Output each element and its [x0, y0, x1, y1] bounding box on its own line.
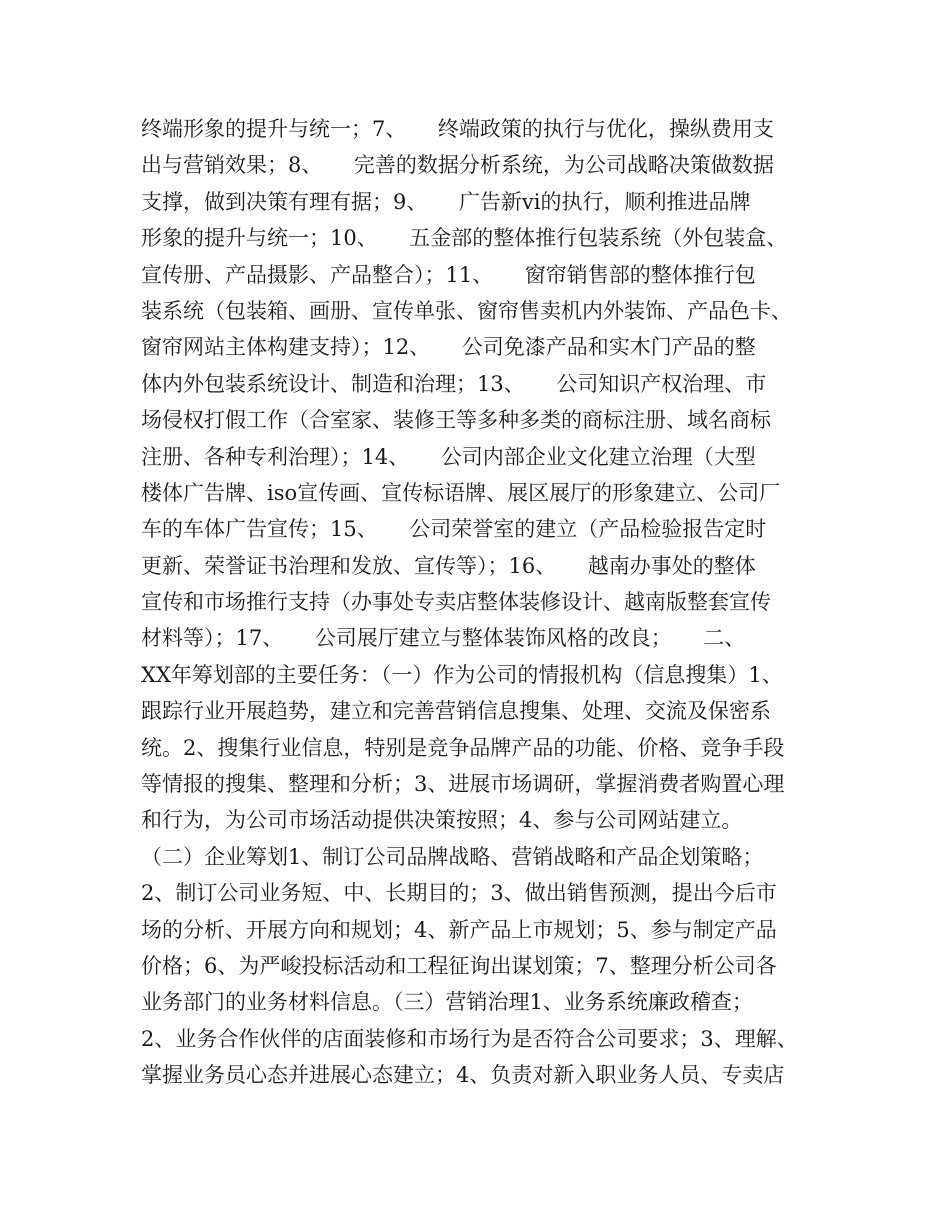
text-line: 场侵权打假工作（合室家、装修王等多种多类的商标注册、域名商标 — [141, 408, 771, 433]
text-line: 窗帘网站主体构建支持）；12、 公司免漆产品和实木门产品的整 — [141, 335, 756, 360]
text-line: 注册、各种专利治理）；14、 公司内部企业文化建立治理（大型 — [141, 444, 756, 469]
text-line: 形象的提升与统一；10、 五金部的整体推行包装系统（外包装盒、 — [141, 226, 788, 251]
text-line: 材料等）；17、 公司展厅建立与整体装饰风格的改良； 二、 — [141, 626, 746, 651]
text-line: 楼体广告牌、iso宣传画、宣传标语牌、展区展厅的形象建立、公司厂 — [141, 480, 781, 505]
text-line: 车的车体广告宣传；15、 公司荣誉室的建立（产品检验报告定时 — [141, 517, 767, 542]
text-line: 支撑，做到决策有理有据；9、 广告新vi的执行，顺利推进品牌 — [141, 189, 751, 214]
text-line: 统。2、搜集行业信息，特别是竞争品牌产品的功能、价格、竞争手段 — [141, 735, 785, 760]
text-line: XX年筹划部的主要任务：（一）作为公司的情报机构（信息搜集）1、 — [141, 662, 783, 687]
text-line: 更新、荣誉证书治理和发放、宣传等）；16、 越南办事处的整体 — [141, 553, 756, 578]
text-line: 价格；6、为严峻投标活动和工程征询出谋划策；7、整理分析公司各 — [141, 953, 777, 978]
text-line: （二）企业筹划1、制订公司品牌战略、营销战略和产品企划策略； — [141, 844, 764, 869]
text-line: 场的分析、开展方向和规划；4、新产品上市规划；5、参与制定产品 — [141, 917, 777, 942]
text-line: 终端形象的提升与统一；7、 终端政策的执行与优化，操纵费用支 — [141, 117, 774, 141]
text-line: 宣传和市场推行支持（办事处专卖店整体装修设计、越南版整套宣传 — [141, 590, 771, 615]
text-line: 掌握业务员心态并进展心态建立；4、负责对新入职业务人员、专卖店 — [141, 1063, 785, 1088]
text-line: 宣传册、产品摄影、产品整合）；11、 窗帘销售部的整体推行包 — [141, 262, 756, 287]
text-line: 业务部门的业务材料信息。（三）营销治理1、业务系统廉政稽查； — [141, 990, 753, 1015]
text-line: 跟踪行业开展趋势，建立和完善营销信息搜集、处理、交流及保密系 — [141, 699, 771, 724]
text-line: 装系统（包装箱、画册、宣传单张、窗帘售卖机内外装饰、产品色卡、 — [141, 298, 792, 323]
text-line: 和行为，为公司市场活动提供决策按照；4、参与公司网站建立。 — [141, 808, 743, 833]
body-text — [141, 111, 831, 1094]
text-line: 等情报的搜集、整理和分析；3、进展市场调研，掌握消费者购置心理 — [141, 772, 785, 797]
text-line: 体内外包装系统设计、制造和治理；13、 公司知识产权治理、市 — [141, 371, 767, 396]
text-line: 2、制订公司业务短、中、长期目的；3、做出销售预测，提出今后市 — [141, 881, 777, 906]
text-line: 出与营销效果；8、 完善的数据分析系统，为公司战略决策做数据 — [141, 153, 774, 178]
text-line: 2、业务合作伙伴的店面装修和市场行为是否符合公司要求；3、理解、 — [141, 1026, 798, 1051]
